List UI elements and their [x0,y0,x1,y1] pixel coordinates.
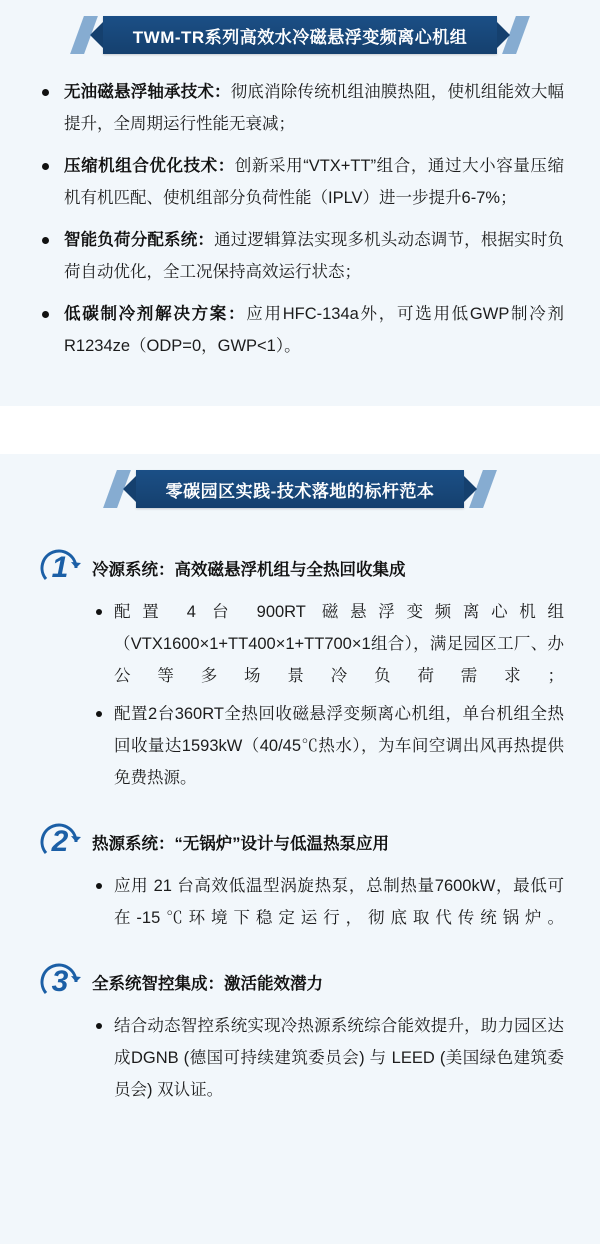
section-two-banner [136,470,465,508]
step-number-badge [38,820,82,864]
numbered-block [0,965,600,1106]
feature-lead: 低碳制冷剂解决方案： [64,305,247,323]
numbered-block [0,825,600,934]
list-item [64,224,564,288]
banner-tail-right-icon [502,16,530,54]
feature-lead: 无油磁悬浮轴承技术： [64,83,231,101]
section-zero-carbon-park [0,454,600,1244]
list-item: 结合动态智控系统实现冷热源系统综合能效提升，助力园区达成DGNB (德国可持续建筑委员会) 与 LEED (美国绿色建筑委员会) 双认证。 [114,1010,564,1106]
step-number: 3 [51,965,69,998]
step-number: 2 [51,825,69,858]
step-number-badge [38,546,82,590]
feature-text: 彻底消除传统机组油膜热阻，使机组能效大幅提升，全周期运行性能无衰减； [64,83,565,133]
block-item-list [92,596,564,794]
section-divider [0,406,600,454]
list-item: 配置2台360RT全热回收磁悬浮变频离心机组，单台机组全热回收量达1593kW（40/45℃热水），为车间空调出风再热提供免费热源。 [114,698,564,794]
block-item-list [92,1010,564,1106]
section-two-title: 零碳园区实践-技术落地的标杆范本 [165,481,435,501]
section-one-banner [103,16,497,54]
banner-tail-left-icon [103,470,131,508]
list-item: 配置 4 台 900RT 磁悬浮变频离心机组（VTX1600×1+TT400×1+TT700×1组合），满足园区工厂、办公等多场景冷负荷需求； [114,596,564,692]
feature-text: 创新采用“VTX+TT”组合，通过大小容量压缩机有机匹配、使机组部分负荷性能（IPLV）进一步提升6-7%； [64,157,565,207]
feature-list [0,76,600,362]
list-item [64,76,564,140]
list-item [64,150,564,214]
feature-lead: 压缩机组合优化技术： [64,157,235,175]
step-number-badge [38,960,82,1004]
block-item-list [92,870,564,934]
section-two-banner-wrap [0,454,600,508]
section-product-features [0,0,600,406]
block-title: 全系统智控集成：激活能效潜力 [92,975,323,993]
feature-text: 应用HFC-134a外，可选用低GWP制冷剂R1234ze（ODP=0，GWP<1）。 [64,305,565,355]
feature-text: 通过逻辑算法实现多机头动态调节，根据实时负荷自动优化，全工况保持高效运行状态； [64,231,565,281]
list-item [64,298,564,362]
block-title: 热源系统：“无锅炉”设计与低温热泵应用 [92,835,389,853]
banner-tail-left-icon [70,16,98,54]
list-item: 应用 21 台高效低温型涡旋热泵，总制热量7600kW，最低可在-15℃环境下稳定运行，彻底取代传统锅炉。 [114,870,564,934]
step-number: 1 [51,551,69,584]
feature-lead: 智能负荷分配系统： [64,231,215,249]
banner-tail-right-icon [469,470,497,508]
section-one-title: TWM-TR系列高效水冷磁悬浮变频离心机组 [132,27,468,47]
section-one-banner-wrap [0,0,600,54]
numbered-block [0,551,600,794]
block-title: 冷源系统：高效磁悬浮机组与全热回收集成 [92,561,406,579]
